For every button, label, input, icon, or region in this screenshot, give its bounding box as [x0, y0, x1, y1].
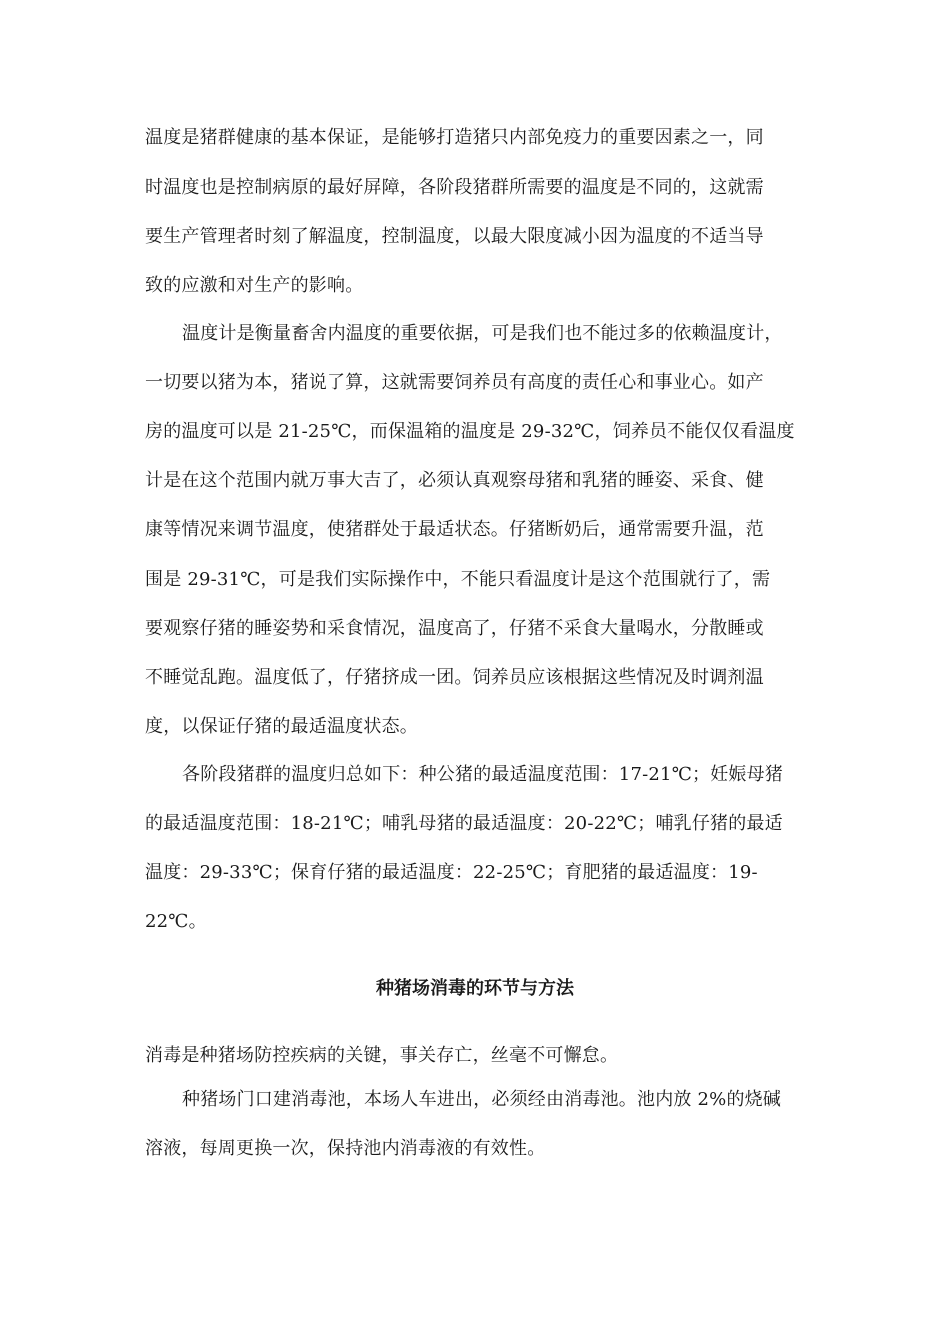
- paragraph-2-line-2: 一切要以猪为本，猪说了算，这就需要饲养员有高度的责任心和事业心。如产: [145, 372, 764, 393]
- paragraph-2-line-7: 要观察仔猪的睡姿势和采食情况，温度高了，仔猪不采食大量喝水，分散睡或: [145, 618, 764, 639]
- paragraph-2-line-8: 不睡觉乱跑。温度低了，仔猪挤成一团。饲养员应该根据这些情况及时调剂温: [145, 667, 764, 688]
- paragraph-2-line-9: 度，以保证仔猪的最适温度状态。: [145, 716, 418, 737]
- paragraph-5-line-2: 溶液，每周更换一次，保持池内消毒液的有效性。: [145, 1138, 546, 1159]
- paragraph-4-line-1: 消毒是种猪场防控疾病的关键，事关存亡，丝毫不可懈怠。: [145, 1045, 619, 1066]
- paragraph-2-line-6: 围是 29-31℃，可是我们实际操作中，不能只看温度计是这个范围就行了，需: [145, 569, 771, 590]
- paragraph-3-line-2: 的最适温度范围：18-21℃；哺乳母猪的最适温度：20-22℃；哺乳仔猪的最适: [145, 813, 783, 834]
- paragraph-2-line-5: 康等情况来调节温度，使猪群处于最适状态。仔猪断奶后，通常需要升温，范: [145, 519, 764, 540]
- paragraph-1-line-4: 致的应激和对生产的影响。: [145, 275, 364, 296]
- paragraph-2-line-1: 温度计是衡量畜舍内温度的重要依据，可是我们也不能过多的依赖温度计，: [182, 323, 783, 344]
- paragraph-3-line-3: 温度：29-33℃；保育仔猪的最适温度：22-25℃；育肥猪的最适温度：19-: [145, 862, 758, 883]
- section-title: 种猪场消毒的环节与方法: [376, 978, 574, 999]
- paragraph-1-line-1: 温度是猪群健康的基本保证，是能够打造猪只内部免疫力的重要因素之一，同: [145, 127, 764, 148]
- paragraph-3-line-4: 22℃。: [145, 911, 207, 932]
- paragraph-1-line-2: 时温度也是控制病原的最好屏障，各阶段猪群所需要的温度是不同的，这就需: [145, 177, 764, 198]
- paragraph-2-line-3: 房的温度可以是 21-25℃，而保温箱的温度是 29-32℃，饲养员不能仅仅看温度: [145, 421, 795, 442]
- paragraph-2-line-4: 计是在这个范围内就万事大吉了，必须认真观察母猪和乳猪的睡姿、采食、健: [145, 470, 764, 491]
- paragraph-3-line-1: 各阶段猪群的温度归总如下：种公猪的最适温度范围：17-21℃；妊娠母猪: [182, 764, 784, 785]
- paragraph-5-line-1: 种猪场门口建消毒池，本场人车进出，必须经由消毒池。池内放 2%的烧碱: [182, 1089, 782, 1110]
- paragraph-1-line-3: 要生产管理者时刻了解温度，控制温度，以最大限度减小因为温度的不适当导: [145, 226, 764, 247]
